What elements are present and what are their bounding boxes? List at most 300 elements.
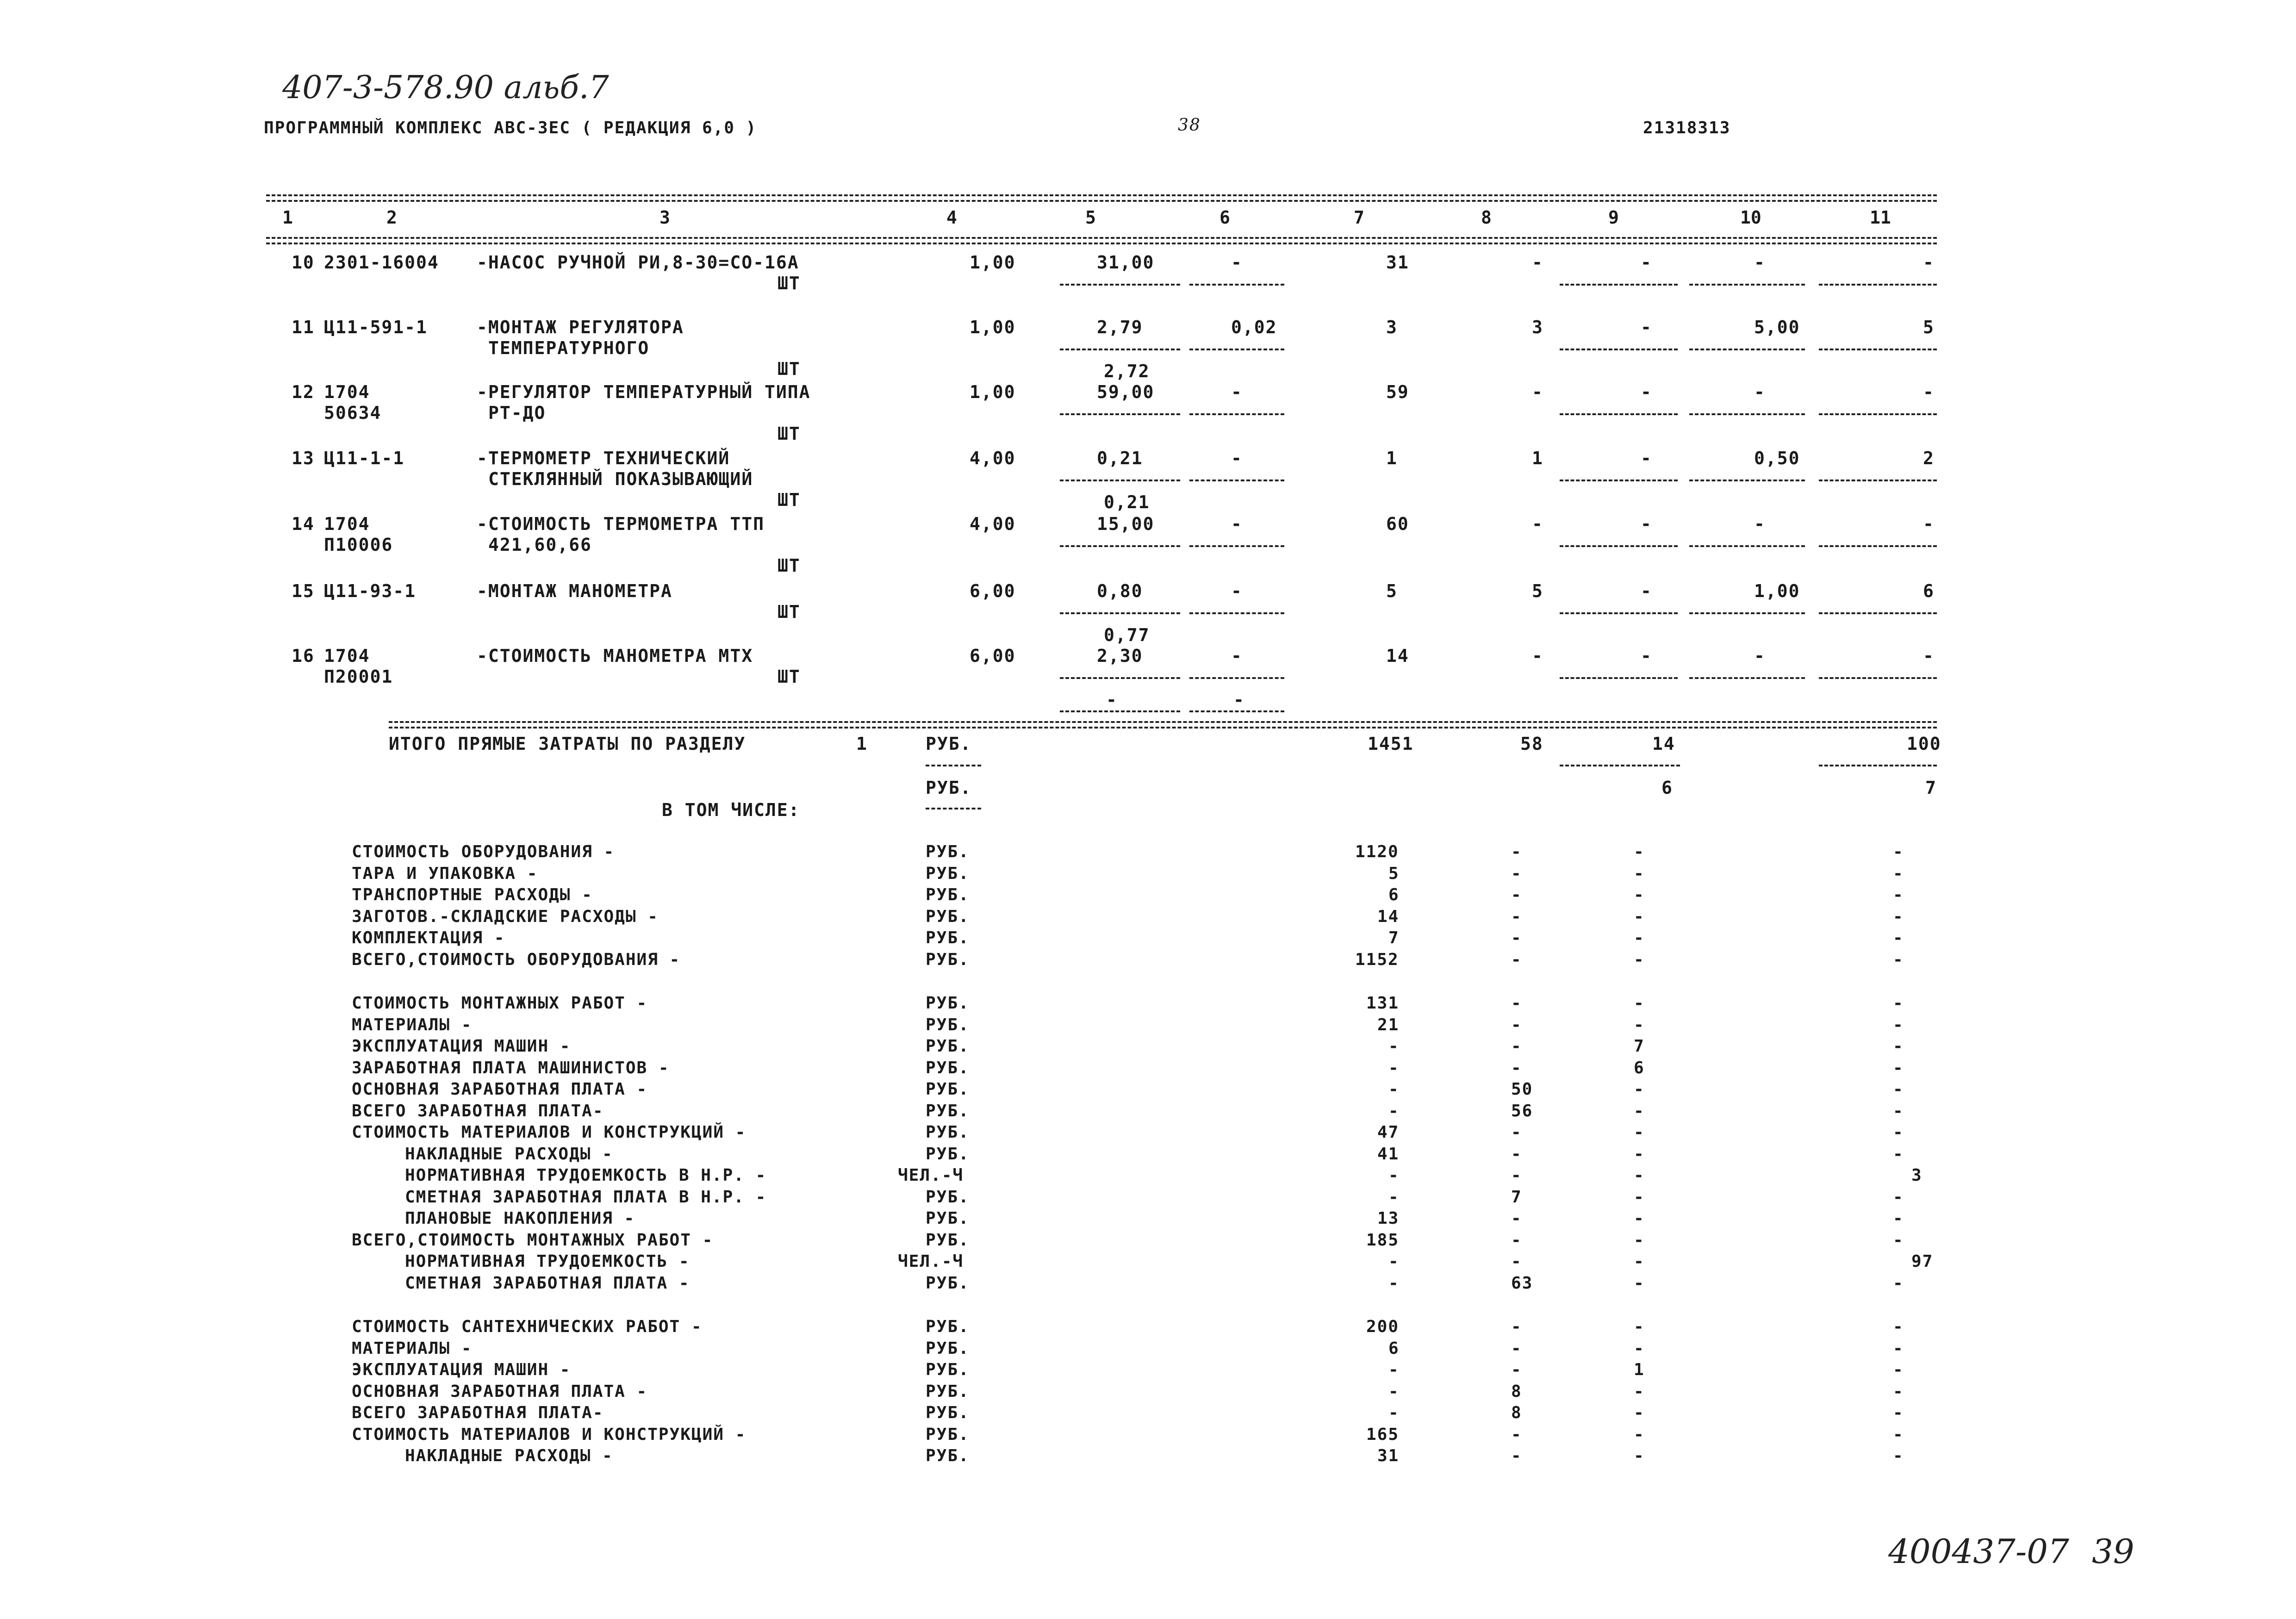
row-c6: -	[1231, 382, 1243, 402]
summary-c11: -	[1893, 1382, 1904, 1401]
row-c5: 59,00	[1097, 382, 1155, 402]
row-code-2: П20001	[324, 666, 393, 687]
row-unit: ШТ	[778, 602, 801, 622]
summary-c11: -	[1893, 1101, 1904, 1121]
row-c10-rule	[1689, 284, 1805, 286]
row-c9: -	[1641, 514, 1652, 534]
summary-c8: -	[1511, 907, 1522, 926]
tail-c5: -	[1106, 690, 1118, 710]
summary-c11: 3	[1911, 1166, 1923, 1185]
summary-c8: -	[1511, 1360, 1522, 1379]
summary-c7: -	[1388, 1273, 1400, 1293]
row-qty: 6,00	[970, 581, 1016, 601]
summary-c9: 7	[1634, 1037, 1645, 1056]
row-c10: -	[1754, 646, 1766, 666]
row-c9: -	[1641, 382, 1652, 402]
row-number: 14	[292, 514, 315, 534]
summary-c7: -	[1388, 1187, 1400, 1207]
total-unit-2: РУБ.	[926, 778, 972, 798]
summary-unit: РУБ.	[926, 1360, 970, 1379]
summary-c7: 131	[1366, 994, 1400, 1013]
summary-c7: 41	[1377, 1144, 1400, 1164]
row-c10: 1,00	[1754, 581, 1800, 601]
summary-c8: -	[1511, 1339, 1522, 1358]
row-number: 10	[292, 252, 315, 273]
column-number-4: 4	[946, 207, 957, 228]
summary-c7: -	[1388, 1058, 1400, 1077]
summary-c9: 1	[1634, 1360, 1645, 1379]
row-c5-rule	[1060, 612, 1180, 614]
row-c5: 2,79	[1097, 317, 1143, 337]
table-top-rule	[266, 194, 1937, 196]
row-c11: 2	[1923, 448, 1935, 468]
row-c7: 14	[1386, 646, 1409, 666]
row-c11-rule	[1819, 284, 1937, 286]
row-code: 1704	[324, 514, 370, 534]
row-c11: 6	[1923, 581, 1935, 601]
column-number-9: 9	[1608, 207, 1619, 228]
summary-c8: -	[1511, 1230, 1522, 1250]
summary-unit: РУБ.	[926, 1080, 970, 1099]
row-unit: ШТ	[778, 423, 801, 444]
row-name: -МОНТАЖ РЕГУЛЯТОРА	[477, 317, 684, 337]
row-c5-rule	[1060, 677, 1180, 679]
row-code: Ц11-93-1	[324, 581, 417, 601]
summary-c8: 50	[1511, 1080, 1533, 1099]
row-c7: 3	[1386, 317, 1398, 337]
row-c5-rule	[1060, 479, 1180, 481]
summary-label: СТОИМОСТЬ МАТЕРИАЛОВ И КОНСТРУКЦИЙ -	[352, 1123, 747, 1142]
row-code: Ц11-591-1	[324, 317, 428, 337]
row-c9-rule	[1560, 545, 1678, 547]
row-qty: 1,00	[970, 252, 1016, 273]
summary-label: КОМПЛЕКТАЦИЯ -	[352, 928, 505, 947]
summary-c9: -	[1634, 1382, 1645, 1401]
program-header: ПРОГРАММНЫЙ КОМПЛЕКС АВС-3ЕС ( РЕДАКЦИЯ 6,0 )	[264, 118, 757, 137]
handwritten-bottom-ref: 400437-07	[1888, 1532, 2069, 1571]
summary-c11: -	[1893, 1360, 1904, 1379]
total-c11b: 7	[1925, 778, 1937, 798]
summary-label: ВСЕГО ЗАРАБОТНАЯ ПЛАТА-	[352, 1101, 604, 1121]
total-rule-2	[389, 727, 1937, 729]
row-c10: 0,50	[1754, 448, 1800, 468]
summary-c8: -	[1511, 1317, 1522, 1336]
column-number-8: 8	[1481, 207, 1492, 228]
table-header-rule	[266, 237, 1937, 239]
summary-unit: РУБ.	[926, 1209, 970, 1228]
row-c9-rule	[1560, 413, 1678, 415]
summary-c11: -	[1893, 864, 1904, 883]
row-c9: -	[1641, 646, 1652, 666]
summary-c11: -	[1893, 1037, 1904, 1056]
row-number: 13	[292, 448, 315, 468]
summary-label: ВСЕГО,СТОИМОСТЬ МОНТАЖНЫХ РАБОТ -	[352, 1230, 714, 1250]
summary-c8: -	[1511, 1166, 1522, 1185]
total-unit: РУБ.	[926, 734, 972, 754]
summary-c9: -	[1634, 950, 1645, 969]
row-c7: 60	[1386, 514, 1409, 534]
row-c10-rule	[1689, 612, 1805, 614]
summary-label: МАТЕРИАЛЫ -	[352, 1015, 473, 1034]
summary-c7: -	[1388, 1403, 1400, 1422]
summary-unit: РУБ.	[926, 1037, 970, 1056]
row-name-2: ТЕМПЕРАТУРНОГО	[488, 338, 650, 358]
summary-c11: -	[1893, 1403, 1904, 1422]
row-c11: 5	[1923, 317, 1935, 337]
summary-c11: -	[1893, 885, 1904, 904]
row-c10: -	[1754, 252, 1766, 273]
summary-label: ОСНОВНАЯ ЗАРАБОТНАЯ ПЛАТА -	[352, 1080, 648, 1099]
total-unit-rule	[926, 765, 981, 766]
summary-c11: -	[1893, 1273, 1904, 1293]
summary-c9: -	[1634, 1273, 1645, 1293]
column-number-11: 11	[1870, 207, 1891, 228]
row-c6-rule	[1189, 413, 1284, 415]
summary-c7: -	[1388, 1037, 1400, 1056]
summary-label: ЗАРАБОТНАЯ ПЛАТА МАШИНИСТОВ -	[352, 1058, 670, 1077]
summary-label: ЗАГОТОВ.-СКЛАДСКИЕ РАСХОДЫ -	[352, 907, 659, 926]
summary-unit: РУБ.	[926, 1339, 970, 1358]
summary-c8: -	[1511, 1252, 1522, 1271]
row-number: 11	[292, 317, 315, 337]
summary-c9: -	[1634, 1101, 1645, 1121]
row-c8: -	[1532, 382, 1543, 402]
column-number-10: 10	[1740, 207, 1761, 228]
summary-c8: -	[1511, 994, 1522, 1013]
summary-c9: -	[1634, 994, 1645, 1013]
summary-unit: РУБ.	[926, 1058, 970, 1077]
total-c9b: 6	[1661, 778, 1673, 798]
row-c6-rule	[1189, 545, 1284, 547]
row-qty: 1,00	[970, 317, 1016, 337]
row-name: -СТОИМОСТЬ МАНОМЕТРА МТХ	[477, 646, 753, 666]
summary-unit: РУБ.	[926, 1123, 970, 1142]
row-c8: 5	[1532, 581, 1543, 601]
column-number-2: 2	[386, 207, 397, 228]
summary-c8: 56	[1511, 1101, 1533, 1121]
page-number: 38	[1178, 116, 1201, 135]
summary-c9: -	[1634, 907, 1645, 926]
row-qty: 4,00	[970, 448, 1016, 468]
summary-label: СМЕТНАЯ ЗАРАБОТНАЯ ПЛАТА В Н.Р. -	[405, 1187, 767, 1207]
summary-c7: 1120	[1355, 842, 1399, 861]
summary-c8: 63	[1511, 1273, 1533, 1293]
row-c6: -	[1231, 514, 1243, 534]
row-c5b: 2,72	[1104, 361, 1150, 381]
row-code-2: 50634	[324, 403, 382, 423]
row-unit: ШТ	[778, 359, 801, 379]
row-number: 12	[292, 382, 315, 402]
summary-c9: -	[1634, 1144, 1645, 1164]
summary-c7: -	[1388, 1166, 1400, 1185]
summary-label: НОРМАТИВНАЯ ТРУДОЕМКОСТЬ -	[405, 1252, 690, 1271]
summary-unit: РУБ.	[926, 842, 970, 861]
row-c9-rule	[1560, 612, 1678, 614]
tail-c6-rule	[1189, 710, 1284, 712]
row-c6-rule	[1189, 612, 1284, 614]
summary-unit: РУБ.	[926, 1230, 970, 1250]
summary-c11: -	[1893, 1425, 1904, 1444]
summary-c7: 6	[1388, 885, 1400, 904]
row-c8: -	[1532, 252, 1543, 273]
summary-c11: -	[1893, 928, 1904, 947]
row-c8: -	[1532, 514, 1543, 534]
summary-c11: -	[1893, 1230, 1904, 1250]
summary-c7: 13	[1377, 1209, 1400, 1228]
total-c9: 14	[1652, 734, 1675, 754]
row-c6: -	[1231, 448, 1243, 468]
summary-c11: 97	[1911, 1252, 1934, 1271]
row-c10-rule	[1689, 413, 1805, 415]
row-c6-rule	[1189, 479, 1284, 481]
summary-c9: 6	[1634, 1058, 1645, 1077]
summary-unit: РУБ.	[926, 907, 970, 926]
summary-c11: -	[1893, 1015, 1904, 1034]
summary-unit: РУБ.	[926, 1317, 970, 1336]
row-name: -МОНТАЖ МАНОМЕТРА	[477, 581, 672, 601]
summary-unit: РУБ.	[926, 864, 970, 883]
summary-c8: 7	[1511, 1187, 1522, 1207]
summary-c8: -	[1511, 864, 1522, 883]
row-c7: 31	[1386, 252, 1409, 273]
summary-c9: -	[1634, 1166, 1645, 1185]
summary-c9: -	[1634, 1339, 1645, 1358]
including-heading: В ТОМ ЧИСЛЕ:	[662, 800, 800, 820]
row-number: 15	[292, 581, 315, 601]
row-unit: ШТ	[778, 555, 801, 576]
summary-label: СТОИМОСТЬ МОНТАЖНЫХ РАБОТ -	[352, 994, 648, 1013]
row-c9: -	[1641, 448, 1652, 468]
summary-label: СМЕТНАЯ ЗАРАБОТНАЯ ПЛАТА -	[405, 1273, 690, 1293]
row-c5: 0,21	[1097, 448, 1143, 468]
summary-label: ЭКСПЛУАТАЦИЯ МАШИН -	[352, 1360, 571, 1379]
row-c9-rule	[1560, 349, 1678, 350]
row-c11: -	[1923, 514, 1935, 534]
row-c11-rule	[1819, 349, 1937, 350]
total-c8: 58	[1520, 734, 1543, 754]
row-c9-rule	[1560, 479, 1678, 481]
tail-c5-rule	[1060, 710, 1180, 712]
row-c10: -	[1754, 514, 1766, 534]
summary-unit: РУБ.	[926, 1382, 970, 1401]
summary-c7: 165	[1366, 1425, 1400, 1444]
column-number-5: 5	[1085, 207, 1096, 228]
summary-c8: -	[1511, 1058, 1522, 1077]
summary-c11: -	[1893, 1209, 1904, 1228]
summary-c11: -	[1893, 842, 1904, 861]
summary-unit: РУБ.	[926, 1425, 970, 1444]
summary-unit: РУБ.	[926, 1101, 970, 1121]
row-c11-rule	[1819, 413, 1937, 415]
handwritten-top-ref: 407-3-578.90 альб.7	[282, 69, 609, 106]
summary-c7: 7	[1388, 928, 1400, 947]
summary-c8: -	[1511, 885, 1522, 904]
summary-c11: -	[1893, 1144, 1904, 1164]
summary-c7: 185	[1366, 1230, 1400, 1250]
row-qty: 1,00	[970, 382, 1016, 402]
summary-c8: -	[1511, 928, 1522, 947]
row-c5-rule	[1060, 413, 1180, 415]
column-number-1: 1	[282, 207, 293, 228]
summary-c7: 47	[1377, 1123, 1400, 1142]
summary-c9: -	[1634, 1446, 1645, 1465]
summary-c7: -	[1388, 1080, 1400, 1099]
row-c11-rule	[1819, 479, 1937, 481]
summary-label: ТАРА И УПАКОВКА -	[352, 864, 538, 883]
row-c5b: 0,77	[1104, 625, 1150, 645]
summary-c9: -	[1634, 1123, 1645, 1142]
row-c9-rule	[1560, 677, 1678, 679]
row-c9: -	[1641, 317, 1652, 337]
row-name: -РЕГУЛЯТОР ТЕМПЕРАТУРНЫЙ ТИПА	[477, 382, 811, 402]
summary-c11: -	[1893, 950, 1904, 969]
row-c11-rule	[1819, 612, 1937, 614]
summary-label: НОРМАТИВНАЯ ТРУДОЕМКОСТЬ В Н.Р. -	[405, 1166, 767, 1185]
row-c9: -	[1641, 252, 1652, 273]
row-name: -СТОИМОСТЬ ТЕРМОМЕТРА ТТП	[477, 514, 765, 534]
total-c11-rule	[1819, 765, 1937, 766]
summary-label: НАКЛАДНЫЕ РАСХОДЫ -	[405, 1446, 613, 1465]
row-c10-rule	[1689, 677, 1805, 679]
summary-label: ОСНОВНАЯ ЗАРАБОТНАЯ ПЛАТА -	[352, 1382, 648, 1401]
row-code: 1704	[324, 382, 370, 402]
column-number-7: 7	[1354, 207, 1364, 228]
summary-unit: РУБ.	[926, 1273, 970, 1293]
column-number-3: 3	[660, 207, 670, 228]
summary-c7: -	[1388, 1360, 1400, 1379]
summary-label: СТОИМОСТЬ ОБОРУДОВАНИЯ -	[352, 842, 615, 861]
row-unit: ШТ	[778, 490, 801, 510]
summary-c7: -	[1388, 1382, 1400, 1401]
total-c7: 1451	[1368, 734, 1414, 754]
summary-c9: -	[1634, 1209, 1645, 1228]
summary-c11: -	[1893, 1317, 1904, 1336]
summary-c7: 6	[1388, 1339, 1400, 1358]
summary-c7: 5	[1388, 864, 1400, 883]
summary-label: ВСЕГО ЗАРАБОТНАЯ ПЛАТА-	[352, 1403, 604, 1422]
summary-label: НАКЛАДНЫЕ РАСХОДЫ -	[405, 1144, 613, 1164]
summary-c8: -	[1511, 950, 1522, 969]
row-code: 1704	[324, 646, 370, 666]
summary-unit: РУБ.	[926, 1144, 970, 1164]
row-c10-rule	[1689, 349, 1805, 350]
total-unit-rule-2	[926, 808, 981, 810]
row-name-2: РТ-ДО	[488, 403, 546, 423]
document-code: 21318313	[1643, 118, 1731, 137]
row-name: -ТЕРМОМЕТР ТЕХНИЧЕСКИЙ	[477, 448, 730, 468]
summary-label: СТОИМОСТЬ САНТЕХНИЧЕСКИХ РАБОТ -	[352, 1317, 703, 1336]
summary-c11: -	[1893, 1123, 1904, 1142]
summary-c11: -	[1893, 1080, 1904, 1099]
row-c11: -	[1923, 252, 1935, 273]
summary-unit: РУБ.	[926, 1446, 970, 1465]
summary-c9: -	[1634, 1187, 1645, 1207]
summary-unit: РУБ.	[926, 1403, 970, 1422]
row-qty: 6,00	[970, 646, 1016, 666]
summary-c11: -	[1893, 994, 1904, 1013]
summary-c7: -	[1388, 1101, 1400, 1121]
row-c9-rule	[1560, 284, 1678, 286]
summary-c9: -	[1634, 885, 1645, 904]
tail-c6: -	[1233, 690, 1245, 710]
summary-c8: -	[1511, 1123, 1522, 1142]
row-c6: -	[1231, 581, 1243, 601]
summary-unit: РУБ.	[926, 885, 970, 904]
summary-unit: РУБ.	[926, 1015, 970, 1034]
summary-c7: -	[1388, 1252, 1400, 1271]
summary-c11: -	[1893, 907, 1904, 926]
row-c7: 5	[1386, 581, 1398, 601]
total-label: ИТОГО ПРЯМЫЕ ЗАТРАТЫ ПО РАЗДЕЛУ	[389, 734, 746, 754]
row-c5-rule	[1060, 349, 1180, 350]
summary-label: ПЛАНОВЫЕ НАКОПЛЕНИЯ -	[405, 1209, 635, 1228]
row-c10-rule	[1689, 545, 1805, 547]
summary-label: ТРАНСПОРТНЫЕ РАСХОДЫ -	[352, 885, 593, 904]
table-top-rule-2	[266, 200, 1937, 202]
row-c5: 0,80	[1097, 581, 1143, 601]
total-rule	[389, 721, 1937, 723]
summary-c11: -	[1893, 1058, 1904, 1077]
summary-label: ЭКСПЛУАТАЦИЯ МАШИН -	[352, 1037, 571, 1056]
column-number-6: 6	[1220, 207, 1230, 228]
summary-c8: -	[1511, 1144, 1522, 1164]
row-c7: 59	[1386, 382, 1409, 402]
total-c9-rule	[1560, 765, 1680, 766]
summary-c7: 21	[1377, 1015, 1400, 1034]
summary-label: СТОИМОСТЬ МАТЕРИАЛОВ И КОНСТРУКЦИЙ -	[352, 1425, 747, 1444]
summary-c7: 31	[1377, 1446, 1400, 1465]
row-c6: -	[1231, 646, 1243, 666]
summary-c8: 8	[1511, 1382, 1522, 1401]
row-c6: 0,02	[1231, 317, 1277, 337]
row-c6: -	[1231, 252, 1243, 273]
summary-c9: -	[1634, 1425, 1645, 1444]
row-c5-rule	[1060, 284, 1180, 286]
row-c5-rule	[1060, 545, 1180, 547]
row-c5b: 0,21	[1104, 492, 1150, 512]
row-c11-rule	[1819, 677, 1937, 679]
summary-c8: -	[1511, 842, 1522, 861]
total-section: 1	[856, 734, 868, 754]
summary-c8: 8	[1511, 1403, 1522, 1422]
summary-unit: РУБ.	[926, 994, 970, 1013]
summary-c9: -	[1634, 1080, 1645, 1099]
row-c10: -	[1754, 382, 1766, 402]
row-c6-rule	[1189, 677, 1284, 679]
summary-c9: -	[1634, 842, 1645, 861]
summary-c8: -	[1511, 1015, 1522, 1034]
summary-unit: ЧЕЛ.-Ч	[898, 1166, 964, 1185]
summary-c8: -	[1511, 1425, 1522, 1444]
row-unit: ШТ	[778, 666, 801, 687]
table-header-rule-2	[266, 243, 1937, 244]
summary-unit: РУБ.	[926, 1187, 970, 1207]
row-c8: 3	[1532, 317, 1543, 337]
row-c6-rule	[1189, 284, 1284, 286]
row-c5: 2,30	[1097, 646, 1143, 666]
row-unit: ШТ	[778, 273, 801, 293]
total-c11: 100	[1907, 734, 1941, 754]
row-name: -НАСОС РУЧНОЙ РИ,8-30=СО-16А	[477, 252, 799, 273]
summary-label: МАТЕРИАЛЫ -	[352, 1339, 473, 1358]
summary-c9: -	[1634, 1403, 1645, 1422]
row-c11: -	[1923, 646, 1935, 666]
summary-c7: 200	[1366, 1317, 1400, 1336]
summary-c9: -	[1634, 928, 1645, 947]
summary-c11: -	[1893, 1446, 1904, 1465]
handwritten-bottom-page: 39	[2092, 1532, 2134, 1571]
row-code: Ц11-1-1	[324, 448, 405, 468]
